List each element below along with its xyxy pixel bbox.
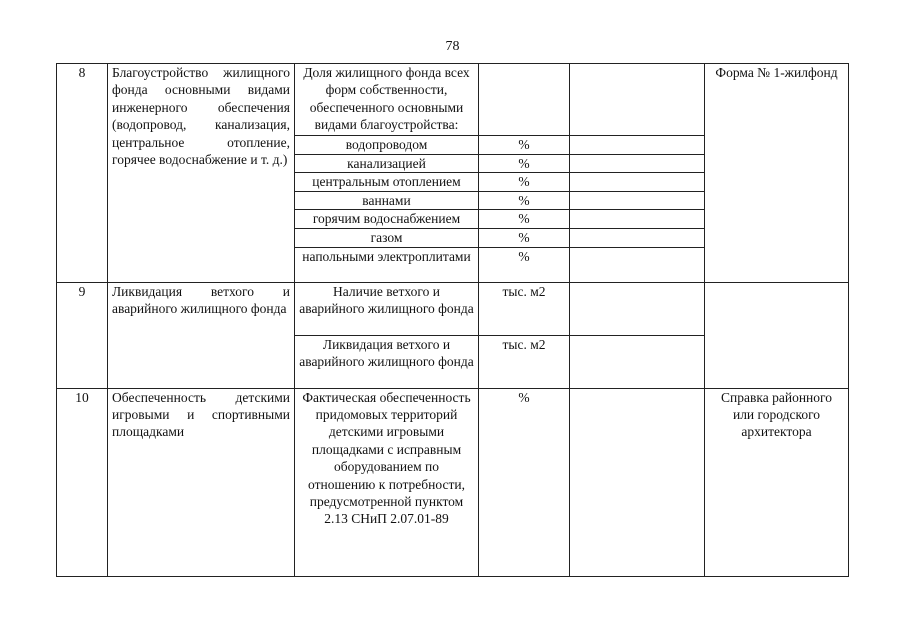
indicator-name: Ликвидация ветхого и аварийного жилищного фонда	[108, 282, 295, 388]
indicators-table	[56, 63, 849, 577]
value-cell	[570, 64, 705, 136]
unit-cell: %	[479, 136, 570, 155]
row-number: 10	[57, 388, 108, 576]
sub-indicator: водопроводом	[295, 136, 479, 155]
unit-cell: %	[479, 154, 570, 173]
unit-cell: тыс. м2	[479, 282, 570, 335]
value-cell	[570, 228, 705, 247]
unit-cell: тыс. м2	[479, 335, 570, 388]
value-cell	[570, 210, 705, 229]
value-cell	[570, 282, 705, 335]
sub-indicator: канализацией	[295, 154, 479, 173]
sub-indicator: Ликвидация ветхого и аварийного жилищного фонда	[295, 335, 479, 388]
value-cell	[570, 154, 705, 173]
sub-indicator: напольными электроплитами	[295, 247, 479, 282]
row-number: 9	[57, 282, 108, 388]
unit-cell	[479, 64, 570, 136]
indicator-name: Обеспеченность детскими игровыми и спортивными площадками	[108, 388, 295, 576]
source-cell: Форма № 1-жилфонд	[705, 64, 849, 283]
unit-cell: %	[479, 210, 570, 229]
source-cell	[705, 282, 849, 388]
value-cell	[570, 247, 705, 282]
unit-cell: %	[479, 228, 570, 247]
value-cell	[570, 191, 705, 210]
unit-cell: %	[479, 247, 570, 282]
sub-indicator: газом	[295, 228, 479, 247]
sub-indicator: центральным отоплением	[295, 173, 479, 192]
sub-indicator: ваннами	[295, 191, 479, 210]
sub-indicator: Наличие ветхого и аварийного жилищного фонда	[295, 282, 479, 335]
table-row	[57, 388, 849, 576]
value-cell	[570, 136, 705, 155]
unit-cell: %	[479, 388, 570, 576]
value-cell	[570, 173, 705, 192]
indicator-header: Доля жилищного фонда всех форм собственности, обеспеченного основными видами благоустройства:	[295, 64, 479, 136]
table-row	[57, 282, 849, 335]
source-cell: Справка районного или городского архитектора	[705, 388, 849, 576]
table-row	[57, 64, 849, 136]
unit-cell: %	[479, 173, 570, 192]
indicator-name: Благоустройство жилищного фонда основными видами инженерного обеспечения (водопровод, канализация, центральное отопление, горячее водоснабжение и т. д.)	[108, 64, 295, 283]
indicator-description: Фактическая обеспеченность придомовых территорий детскими игровыми площадками с исправным оборудованием по отношению к потребности, предусмотренной пунктом 2.13 СНиП 2.07.01-89	[295, 388, 479, 576]
sub-indicator: горячим водоснабжением	[295, 210, 479, 229]
value-cell	[570, 388, 705, 576]
page-number: 78	[445, 39, 460, 54]
value-cell	[570, 335, 705, 388]
unit-cell: %	[479, 191, 570, 210]
row-number: 8	[57, 64, 108, 283]
